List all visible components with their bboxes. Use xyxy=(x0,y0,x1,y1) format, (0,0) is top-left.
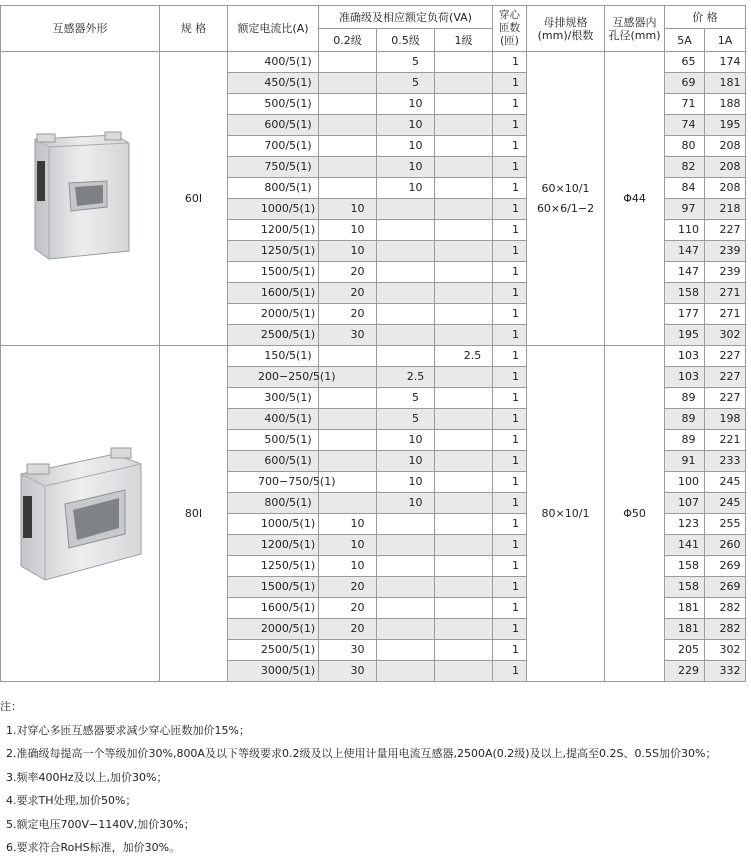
accuracy-05-cell: 10 xyxy=(377,493,435,514)
transformer-spec-table xyxy=(0,5,746,682)
price-1a-cell: 208 xyxy=(705,178,746,199)
accuracy-05-cell: 5 xyxy=(377,73,435,94)
price-1a-cell: 302 xyxy=(705,325,746,346)
accuracy-1-cell xyxy=(435,304,493,325)
turns-cell: 1 xyxy=(493,241,527,262)
ratio-cell: 400/5(1) xyxy=(228,409,319,430)
turns-cell: 1 xyxy=(493,136,527,157)
turns-cell: 1 xyxy=(493,514,527,535)
accuracy-02-cell xyxy=(319,115,377,136)
turns-cell: 1 xyxy=(493,115,527,136)
turns-cell: 1 xyxy=(493,451,527,472)
accuracy-1-cell xyxy=(435,640,493,661)
accuracy-1-cell xyxy=(435,241,493,262)
accuracy-02-cell: 10 xyxy=(319,241,377,262)
turns-cell: 1 xyxy=(493,535,527,556)
busbar-spec: 60×6/1−2 xyxy=(536,201,595,215)
accuracy-05-cell xyxy=(377,283,435,304)
price-5a-cell: 89 xyxy=(665,430,705,451)
accuracy-05-cell xyxy=(377,325,435,346)
accuracy-05-cell xyxy=(377,535,435,556)
accuracy-05-cell xyxy=(377,556,435,577)
accuracy-1-cell xyxy=(435,115,493,136)
accuracy-05-cell xyxy=(377,640,435,661)
price-5a-cell: 71 xyxy=(665,94,705,115)
accuracy-02-cell: 10 xyxy=(319,199,377,220)
accuracy-02-cell xyxy=(319,94,377,115)
price-5a-cell: 103 xyxy=(665,367,705,388)
header-acc-05: 0.5级 xyxy=(377,29,435,52)
busbar-cell xyxy=(527,346,605,682)
turns-cell: 1 xyxy=(493,94,527,115)
header-acc-1: 1级 xyxy=(435,29,493,52)
accuracy-02-cell xyxy=(319,73,377,94)
note-item-2: 2.准确级每提高一个等级加价30%,800A及以下等级要求0.2级及以上使用计量用电流互感器,2500A(0.2级)及以上,提高至0.2S、0.5S加价30%； xyxy=(6,747,717,760)
turns-cell: 1 xyxy=(493,73,527,94)
accuracy-1-cell xyxy=(435,367,493,388)
appearance-cell xyxy=(1,346,160,682)
accuracy-05-cell xyxy=(377,241,435,262)
price-1a-cell: 221 xyxy=(705,430,746,451)
accuracy-05-cell: 10 xyxy=(377,451,435,472)
accuracy-1-cell xyxy=(435,262,493,283)
accuracy-02-cell xyxy=(319,493,377,514)
accuracy-05-cell xyxy=(377,619,435,640)
ratio-cell: 2000/5(1) xyxy=(228,304,319,325)
ratio-cell: 1600/5(1) xyxy=(228,598,319,619)
header-busbar: 母排规格 (mm)/根数 xyxy=(527,6,605,52)
price-5a-cell: 100 xyxy=(665,472,705,493)
price-5a-cell: 97 xyxy=(665,199,705,220)
ratio-cell: 200−250/5(1) xyxy=(228,367,319,388)
table-row xyxy=(1,52,746,73)
accuracy-1-cell xyxy=(435,409,493,430)
note-item-6: 6.要求符合RoHS标准，加价30%。 xyxy=(6,841,181,854)
ratio-cell: 500/5(1) xyxy=(228,94,319,115)
accuracy-02-cell: 20 xyxy=(319,577,377,598)
header-ratio: 额定电流比(A) xyxy=(228,6,319,52)
accuracy-05-cell xyxy=(377,577,435,598)
ratio-cell: 2000/5(1) xyxy=(228,619,319,640)
ratio-cell: 1200/5(1) xyxy=(228,220,319,241)
accuracy-02-cell xyxy=(319,388,377,409)
note-item-4: 4.要求TH处理,加价50%； xyxy=(6,794,137,807)
note-item-5: 5.额定电压700V−1140V,加价30%； xyxy=(6,817,195,831)
price-5a-cell: 158 xyxy=(665,577,705,598)
accuracy-02-cell: 20 xyxy=(319,283,377,304)
accuracy-05-cell: 10 xyxy=(377,136,435,157)
accuracy-1-cell xyxy=(435,178,493,199)
price-1a-cell: 245 xyxy=(705,472,746,493)
ratio-cell: 1500/5(1) xyxy=(228,262,319,283)
accuracy-1-cell xyxy=(435,451,493,472)
accuracy-1-cell xyxy=(435,325,493,346)
table-row xyxy=(1,346,746,367)
busbar-spec: 80×10/1 xyxy=(541,506,590,520)
price-5a-cell: 158 xyxy=(665,556,705,577)
price-5a-cell: 74 xyxy=(665,115,705,136)
hole-cell: Φ44 xyxy=(605,52,665,346)
accuracy-1-cell xyxy=(435,283,493,304)
accuracy-1-cell xyxy=(435,73,493,94)
accuracy-05-cell xyxy=(377,304,435,325)
price-5a-cell: 103 xyxy=(665,346,705,367)
price-1a-cell: 218 xyxy=(705,199,746,220)
notes-title: 注： xyxy=(0,700,22,713)
ratio-cell: 400/5(1) xyxy=(228,52,319,73)
spec-cell: 80I xyxy=(160,346,228,682)
accuracy-1-cell xyxy=(435,661,493,682)
accuracy-02-cell: 20 xyxy=(319,598,377,619)
accuracy-05-cell: 10 xyxy=(377,178,435,199)
price-5a-cell: 147 xyxy=(665,241,705,262)
turns-cell: 1 xyxy=(493,409,527,430)
header-price-5a: 5A xyxy=(665,29,705,52)
ratio-cell: 1600/5(1) xyxy=(228,283,319,304)
ratio-cell: 700−750/5(1) xyxy=(228,472,319,493)
accuracy-05-cell: 10 xyxy=(377,472,435,493)
accuracy-05-cell xyxy=(377,199,435,220)
turns-cell: 1 xyxy=(493,556,527,577)
turns-cell: 1 xyxy=(493,346,527,367)
accuracy-1-cell xyxy=(435,619,493,640)
turns-cell: 1 xyxy=(493,220,527,241)
ratio-cell: 1200/5(1) xyxy=(228,535,319,556)
price-1a-cell: 208 xyxy=(705,136,746,157)
ratio-cell: 1500/5(1) xyxy=(228,577,319,598)
accuracy-1-cell xyxy=(435,598,493,619)
turns-cell: 1 xyxy=(493,52,527,73)
price-5a-cell: 158 xyxy=(665,283,705,304)
ratio-cell: 2500/5(1) xyxy=(228,325,319,346)
turns-cell: 1 xyxy=(493,178,527,199)
header-accuracy: 准确级及相应额定负荷(VA) xyxy=(319,6,493,29)
price-1a-cell: 269 xyxy=(705,556,746,577)
accuracy-1-cell xyxy=(435,388,493,409)
accuracy-1-cell xyxy=(435,430,493,451)
price-1a-cell: 239 xyxy=(705,241,746,262)
accuracy-02-cell: 10 xyxy=(319,220,377,241)
accuracy-02-cell xyxy=(319,157,377,178)
accuracy-1-cell xyxy=(435,94,493,115)
accuracy-02-cell xyxy=(319,346,377,367)
accuracy-02-cell: 30 xyxy=(319,325,377,346)
turns-cell: 1 xyxy=(493,598,527,619)
price-1a-cell: 233 xyxy=(705,451,746,472)
accuracy-02-cell xyxy=(319,451,377,472)
note-item-1: 1.对穿心多匝互感器要求减少穿心匝数加价15%； xyxy=(6,723,250,737)
price-5a-cell: 89 xyxy=(665,409,705,430)
price-1a-cell: 255 xyxy=(705,514,746,535)
accuracy-02-cell xyxy=(319,430,377,451)
price-1a-cell: 302 xyxy=(705,640,746,661)
ratio-cell: 1000/5(1) xyxy=(228,199,319,220)
accuracy-02-cell: 10 xyxy=(319,535,377,556)
accuracy-05-cell xyxy=(377,220,435,241)
price-1a-cell: 260 xyxy=(705,535,746,556)
price-5a-cell: 181 xyxy=(665,598,705,619)
price-1a-cell: 181 xyxy=(705,73,746,94)
ratio-cell: 150/5(1) xyxy=(228,346,319,367)
accuracy-05-cell xyxy=(377,661,435,682)
notes-section xyxy=(0,695,751,860)
current-transformer-60i-image xyxy=(25,131,135,266)
price-1a-cell: 227 xyxy=(705,367,746,388)
header-price: 价 格 xyxy=(665,6,746,29)
price-5a-cell: 195 xyxy=(665,325,705,346)
turns-cell: 1 xyxy=(493,493,527,514)
price-5a-cell: 147 xyxy=(665,262,705,283)
ratio-cell: 500/5(1) xyxy=(228,430,319,451)
ratio-cell: 800/5(1) xyxy=(228,493,319,514)
header-acc-02: 0.2级 xyxy=(319,29,377,52)
note-item-3: 3.频率400Hz及以上,加价30%； xyxy=(6,770,168,784)
price-5a-cell: 181 xyxy=(665,619,705,640)
accuracy-02-cell: 10 xyxy=(319,514,377,535)
accuracy-05-cell: 5 xyxy=(377,388,435,409)
ratio-cell: 1000/5(1) xyxy=(228,514,319,535)
price-5a-cell: 82 xyxy=(665,157,705,178)
turns-cell: 1 xyxy=(493,199,527,220)
accuracy-02-cell: 20 xyxy=(319,262,377,283)
price-1a-cell: 269 xyxy=(705,577,746,598)
accuracy-05-cell xyxy=(377,262,435,283)
ratio-cell: 600/5(1) xyxy=(228,451,319,472)
ratio-cell: 1250/5(1) xyxy=(228,241,319,262)
accuracy-02-cell xyxy=(319,409,377,430)
accuracy-02-cell: 30 xyxy=(319,661,377,682)
price-1a-cell: 282 xyxy=(705,619,746,640)
accuracy-02-cell: 20 xyxy=(319,304,377,325)
price-5a-cell: 123 xyxy=(665,514,705,535)
price-5a-cell: 84 xyxy=(665,178,705,199)
accuracy-1-cell xyxy=(435,535,493,556)
accuracy-1-cell: 2.5 xyxy=(435,346,493,367)
accuracy-1-cell xyxy=(435,472,493,493)
turns-cell: 1 xyxy=(493,325,527,346)
price-5a-cell: 229 xyxy=(665,661,705,682)
ratio-cell: 450/5(1) xyxy=(228,73,319,94)
price-5a-cell: 80 xyxy=(665,136,705,157)
price-1a-cell: 271 xyxy=(705,283,746,304)
header-turns: 穿心 匝数 (匝) xyxy=(493,6,527,52)
accuracy-02-cell xyxy=(319,136,377,157)
accuracy-1-cell xyxy=(435,136,493,157)
price-5a-cell: 65 xyxy=(665,52,705,73)
accuracy-05-cell: 5 xyxy=(377,52,435,73)
accuracy-05-cell: 10 xyxy=(377,430,435,451)
spec-cell: 60I xyxy=(160,52,228,346)
accuracy-1-cell xyxy=(435,52,493,73)
header-spec: 规 格 xyxy=(160,6,228,52)
ratio-cell: 3000/5(1) xyxy=(228,661,319,682)
accuracy-05-cell xyxy=(377,514,435,535)
turns-cell: 1 xyxy=(493,388,527,409)
accuracy-1-cell xyxy=(435,157,493,178)
price-1a-cell: 332 xyxy=(705,661,746,682)
accuracy-1-cell xyxy=(435,220,493,241)
accuracy-02-cell xyxy=(319,52,377,73)
accuracy-05-cell xyxy=(377,346,435,367)
price-1a-cell: 188 xyxy=(705,94,746,115)
price-5a-cell: 205 xyxy=(665,640,705,661)
accuracy-1-cell xyxy=(435,199,493,220)
turns-cell: 1 xyxy=(493,157,527,178)
turns-cell: 1 xyxy=(493,262,527,283)
accuracy-05-cell: 10 xyxy=(377,94,435,115)
price-1a-cell: 174 xyxy=(705,52,746,73)
price-1a-cell: 239 xyxy=(705,262,746,283)
price-1a-cell: 227 xyxy=(705,388,746,409)
price-5a-cell: 107 xyxy=(665,493,705,514)
turns-cell: 1 xyxy=(493,283,527,304)
price-5a-cell: 110 xyxy=(665,220,705,241)
ratio-cell: 600/5(1) xyxy=(228,115,319,136)
price-1a-cell: 282 xyxy=(705,598,746,619)
turns-cell: 1 xyxy=(493,472,527,493)
header-hole: 互感器内 孔径(mm) xyxy=(605,6,665,52)
accuracy-05-cell: 10 xyxy=(377,157,435,178)
accuracy-02-cell xyxy=(319,178,377,199)
ratio-cell: 750/5(1) xyxy=(228,157,319,178)
turns-cell: 1 xyxy=(493,619,527,640)
turns-cell: 1 xyxy=(493,577,527,598)
ratio-cell: 300/5(1) xyxy=(228,388,319,409)
current-transformer-80i-image xyxy=(15,444,145,584)
ratio-cell: 800/5(1) xyxy=(228,178,319,199)
price-1a-cell: 271 xyxy=(705,304,746,325)
price-1a-cell: 227 xyxy=(705,346,746,367)
price-1a-cell: 198 xyxy=(705,409,746,430)
header-appearance: 互感器外形 xyxy=(1,6,160,52)
turns-cell: 1 xyxy=(493,661,527,682)
accuracy-05-cell: 5 xyxy=(377,409,435,430)
accuracy-05-cell: 10 xyxy=(377,115,435,136)
price-5a-cell: 89 xyxy=(665,388,705,409)
hole-cell: Φ50 xyxy=(605,346,665,682)
ratio-cell: 700/5(1) xyxy=(228,136,319,157)
busbar-spec: 60×10/1 xyxy=(541,181,590,195)
accuracy-1-cell xyxy=(435,577,493,598)
price-5a-cell: 91 xyxy=(665,451,705,472)
appearance-cell xyxy=(1,52,160,346)
price-1a-cell: 208 xyxy=(705,157,746,178)
accuracy-1-cell xyxy=(435,493,493,514)
price-5a-cell: 69 xyxy=(665,73,705,94)
accuracy-02-cell: 20 xyxy=(319,619,377,640)
price-1a-cell: 245 xyxy=(705,493,746,514)
busbar-cell xyxy=(527,52,605,346)
price-5a-cell: 141 xyxy=(665,535,705,556)
price-1a-cell: 227 xyxy=(705,220,746,241)
turns-cell: 1 xyxy=(493,430,527,451)
ratio-cell: 1250/5(1) xyxy=(228,556,319,577)
table-body xyxy=(1,52,746,682)
turns-cell: 1 xyxy=(493,367,527,388)
price-5a-cell: 177 xyxy=(665,304,705,325)
turns-cell: 1 xyxy=(493,640,527,661)
accuracy-05-cell xyxy=(377,598,435,619)
ratio-cell: 2500/5(1) xyxy=(228,640,319,661)
header-price-1a: 1A xyxy=(705,29,746,52)
accuracy-02-cell: 30 xyxy=(319,640,377,661)
accuracy-02-cell: 10 xyxy=(319,556,377,577)
accuracy-1-cell xyxy=(435,556,493,577)
turns-cell: 1 xyxy=(493,304,527,325)
price-1a-cell: 195 xyxy=(705,115,746,136)
accuracy-1-cell xyxy=(435,514,493,535)
accuracy-05-cell: 2.5 xyxy=(377,367,435,388)
